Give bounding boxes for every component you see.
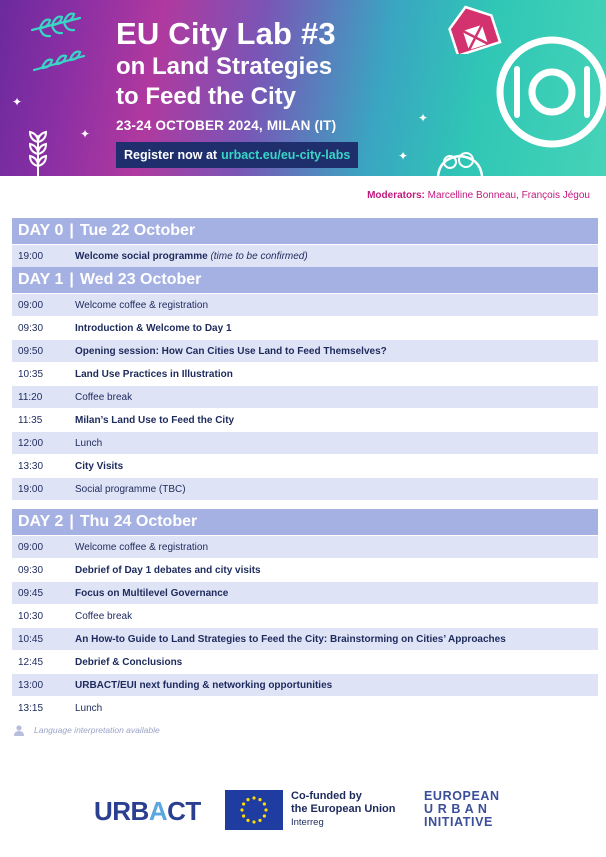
register-url[interactable]: urbact.eu/eu-city-labs (221, 148, 351, 162)
session-row (12, 244, 598, 267)
session-time: 09:00 (18, 541, 44, 553)
session-title-wrap (75, 680, 332, 691)
session-time: 10:30 (18, 610, 44, 622)
leaf-pattern-icon (28, 10, 84, 48)
session-row (12, 535, 598, 558)
session-time: 13:00 (18, 679, 44, 691)
session-row (12, 362, 598, 385)
language-note (12, 723, 598, 737)
plate-icon (494, 34, 606, 150)
session-title: Opening session: How Can Cities Use Land to Feed Themselves? (75, 345, 387, 357)
language-note-text: Language interpretation available (34, 725, 160, 735)
session-title-wrap (75, 369, 233, 380)
session-row (12, 431, 598, 454)
day-header (12, 509, 598, 535)
session-time: 12:45 (18, 656, 44, 668)
session-row (12, 385, 598, 408)
moderators-names: Marcelline Bonneau, François Jégou (427, 190, 590, 201)
day-date: Thu 24 October (79, 513, 198, 530)
session-title-wrap (75, 300, 208, 311)
session-time: 09:30 (18, 564, 44, 576)
eui-line1: EUROPEAN (424, 789, 500, 803)
sparkle-icon: ✦ (80, 127, 91, 141)
event-subtitle-line1: on Land Strategies (116, 53, 333, 80)
sparkle-icon: ✦ (398, 149, 409, 163)
session-title: Debrief & Conclusions (75, 656, 183, 668)
session-title-wrap (75, 634, 506, 645)
day-date: Wed 23 October (79, 271, 202, 288)
session-row (12, 477, 598, 500)
session-time: 19:00 (18, 483, 44, 495)
register-label: Register now at (124, 148, 218, 162)
session-title: Lunch (75, 437, 103, 449)
event-title: EU City Lab #3 (116, 16, 336, 51)
day-label: DAY 0 (18, 222, 64, 239)
eu-cofunded-line1: Co-funded by (291, 790, 362, 802)
session-row (12, 673, 598, 696)
session-title-wrap (75, 588, 228, 599)
session-title-wrap (75, 565, 261, 576)
session-title: Introduction & Welcome to Day 1 (75, 322, 232, 334)
session-title: City Visits (75, 460, 124, 472)
agenda-schedule (12, 218, 598, 737)
basket-icon (432, 150, 488, 176)
session-title: Milan’s Land Use to Feed the City (75, 414, 235, 426)
session-time: 19:00 (18, 250, 44, 262)
session-time: 11:20 (18, 391, 43, 403)
session-row (12, 604, 598, 627)
session-title-wrap (75, 346, 387, 357)
event-banner (0, 0, 606, 176)
session-title-wrap (75, 657, 182, 668)
person-icon (14, 725, 24, 736)
session-title-wrap (75, 703, 102, 714)
footer-logos (0, 780, 606, 840)
session-row (12, 627, 598, 650)
leaf-pattern-icon (32, 44, 88, 78)
day-header (12, 267, 598, 293)
session-title-wrap (75, 251, 308, 262)
session-title: Focus on Multilevel Governance (75, 587, 229, 599)
eu-cofunded-line2: the European Union (291, 803, 396, 815)
session-title-wrap (75, 323, 232, 334)
session-row (12, 696, 598, 719)
session-time: 10:35 (18, 368, 44, 380)
session-title: Debrief of Day 1 debates and city visits (75, 564, 261, 576)
session-title: Coffee break (75, 391, 133, 403)
eui-logo (424, 790, 500, 829)
session-title-wrap (75, 438, 102, 449)
day-separator: | (69, 513, 74, 530)
session-time: 09:00 (18, 299, 44, 311)
session-time: 10:45 (18, 633, 44, 645)
event-dates: 23-24 OCTOBER 2024, MILAN (IT) (116, 118, 337, 133)
session-title-wrap (75, 392, 132, 403)
session-time: 09:30 (18, 322, 44, 334)
session-note: (time to be confirmed) (210, 250, 308, 262)
session-title: Coffee break (75, 610, 133, 622)
session-row (12, 454, 598, 477)
eu-cofunded-text (291, 790, 396, 829)
eui-line2: U R B A N (424, 802, 488, 816)
sparkle-icon: ✦ (12, 95, 23, 109)
session-time: 09:45 (18, 587, 44, 599)
session-title: Lunch (75, 702, 103, 714)
eu-flag-icon (225, 790, 283, 830)
day-date: Tue 22 October (79, 222, 196, 239)
register-link[interactable] (116, 142, 358, 168)
day-label: DAY 2 (18, 513, 64, 530)
day-label: DAY 1 (18, 271, 64, 288)
day-gap (12, 500, 598, 509)
session-title-wrap (75, 461, 123, 472)
session-title: Welcome coffee & registration (75, 541, 209, 553)
session-row (12, 650, 598, 673)
eui-line3: INITIATIVE (424, 815, 493, 829)
session-time: 12:00 (18, 437, 44, 449)
session-time: 11:35 (18, 414, 43, 426)
session-title-wrap (75, 542, 208, 553)
session-row (12, 339, 598, 362)
session-title: Land Use Practices in Illustration (75, 368, 233, 380)
session-title-wrap (75, 415, 234, 426)
day-separator: | (69, 222, 74, 239)
session-time: 09:50 (18, 345, 44, 357)
session-title: Welcome coffee & registration (75, 299, 209, 311)
session-title: Social programme (TBC) (75, 483, 186, 495)
session-row (12, 581, 598, 604)
wheat-icon (18, 128, 58, 176)
session-time: 13:30 (18, 460, 44, 472)
session-title-wrap (75, 611, 132, 622)
session-title: Welcome social programme (75, 250, 208, 262)
interreg-label: Interreg (291, 817, 324, 828)
session-title: URBACT/EUI next funding & networking opportunities (75, 679, 333, 691)
session-row (12, 408, 598, 431)
moderators-label: Moderators: (367, 190, 425, 201)
session-time: 13:15 (18, 702, 44, 714)
urbact-logo-text: URBACT (94, 796, 201, 826)
day-separator: | (69, 271, 74, 288)
session-row (12, 293, 598, 316)
urbact-logo (94, 796, 201, 827)
session-title: An How-to Guide to Land Strategies to Feed the City: Brainstorming on Cities’ Approaches (75, 633, 506, 645)
session-row (12, 558, 598, 581)
moderators-line (367, 190, 590, 201)
event-subtitle-line2: to Feed the City (116, 83, 297, 110)
sparkle-icon: ✦ (418, 111, 429, 125)
session-row (12, 316, 598, 339)
day-header (12, 218, 598, 244)
session-title-wrap (75, 484, 186, 495)
